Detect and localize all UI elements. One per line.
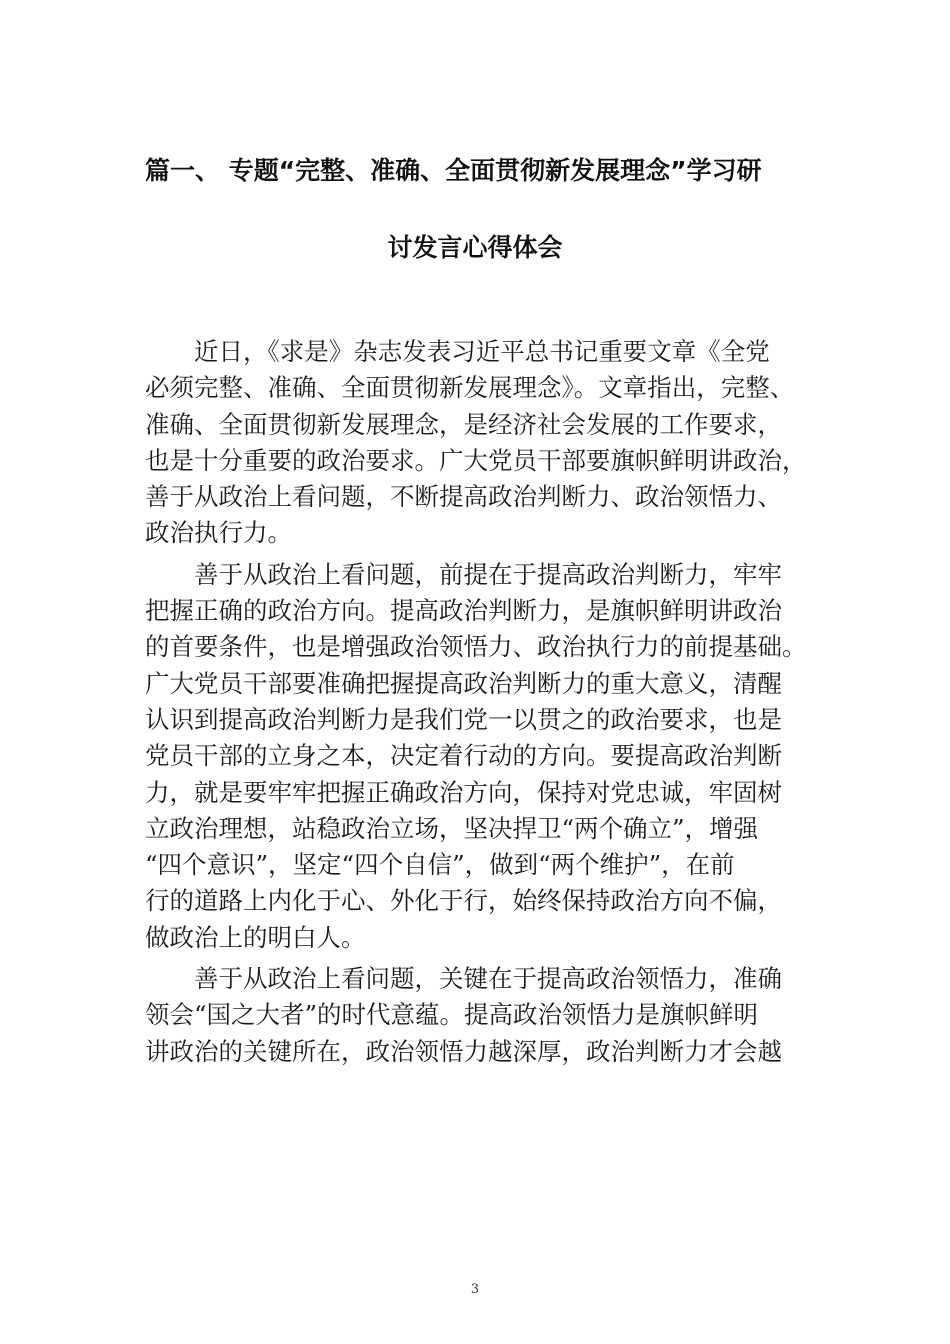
- paragraph-line: 力，就是要牢牢把握正确政治方向，保持对党忠诚，牢固树: [145, 777, 782, 807]
- document-body: [145, 334, 810, 1070]
- paragraph-2: [145, 557, 810, 956]
- paragraph-line: 善于从政治上看问题，不断提高政治判断力、政治领悟力、: [145, 482, 782, 512]
- document-title-line-1: 篇一、 专题“完整、准确、全面贯彻新发展理念”学习研: [145, 156, 762, 185]
- paragraph-line: 近日，《求是》杂志发表习近平总书记重要文章《全党: [194, 337, 770, 366]
- document-title-line-2: 讨发言心得体会: [387, 233, 563, 262]
- paragraph-line: 讲政治的关键所在，政治领悟力越深厚，政治判断力才会越: [145, 1036, 782, 1066]
- paragraph-line: 认识到提高政治判断力是我们党一以贯之的政治要求，也是: [145, 704, 782, 734]
- paragraph-line: 立政治理想，站稳政治立场，坚决捍卫“两个确立”，增强: [145, 813, 759, 843]
- paragraph-line: 的首要条件，也是增强政治领悟力、政治执行力的前提基础。: [145, 632, 807, 662]
- paragraph-line: 必须完整、准确、全面贯彻新发展理念》。文章指出，完整、: [145, 373, 795, 403]
- paragraph-line: 行的道路上内化于心、外化于行，始终保持政治方向不偏，: [145, 886, 782, 916]
- paragraph-3: [145, 961, 810, 1070]
- paragraph-line: 善于从政治上看问题，关键在于提高政治领悟力，准确: [194, 964, 782, 994]
- paragraph-line: 把握正确的政治方向。提高政治判断力，是旗帜鲜明讲政治: [145, 596, 782, 626]
- paragraph-line: 党员干部的立身之本，决定着行动的方向。要提高政治判断: [145, 741, 782, 771]
- paragraph-line: 也是十分重要的政治要求。广大党员干部要旗帜鲜明讲政治，: [145, 445, 807, 475]
- paragraph-line: 做政治上的明白人。: [145, 922, 366, 952]
- paragraph-line: “四个意识”，坚定“四个自信”，做到“两个维护”，在前: [145, 850, 735, 880]
- paragraph-line: 善于从政治上看问题，前提在于提高政治判断力，牢牢: [194, 559, 782, 589]
- page-number: 3: [470, 1282, 480, 1297]
- paragraph-1: [145, 334, 810, 552]
- paragraph-line: 广大党员干部要准确把握提高政治判断力的重大意义，清醒: [145, 668, 782, 698]
- paragraph-line: 领会“国之大者”的时代意蕴。提高政治领悟力是旗帜鲜明: [145, 1000, 759, 1030]
- paragraph-line: 准确、全面贯彻新发展理念，是经济社会发展的工作要求，: [145, 409, 782, 439]
- paragraph-line: 政治执行力。: [145, 518, 292, 548]
